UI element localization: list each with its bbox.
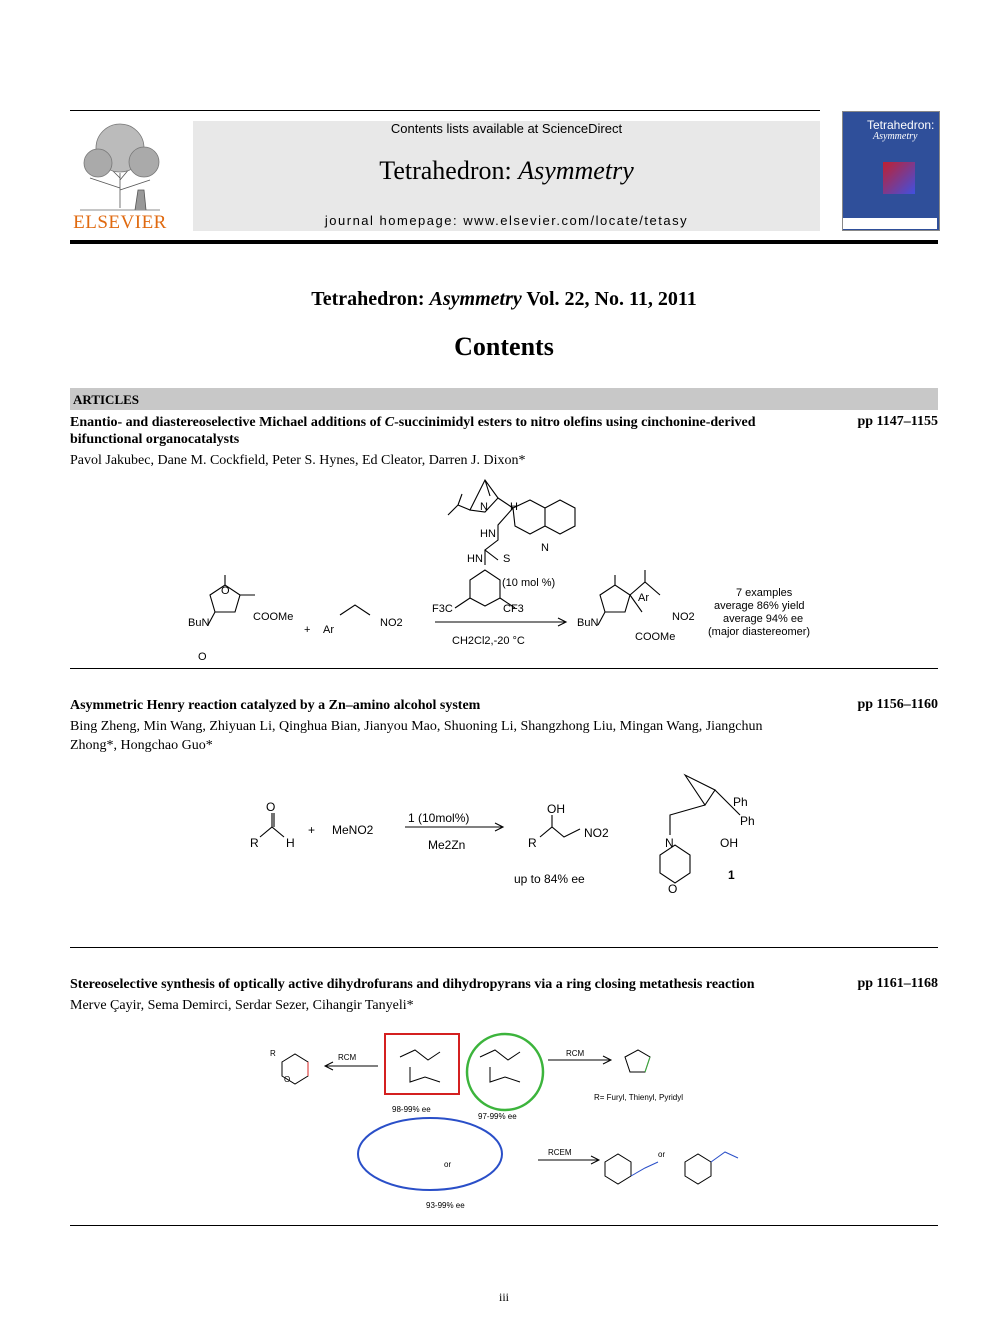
page-number: iii [498, 1290, 509, 1304]
scheme2-ph2: Ph [740, 814, 755, 828]
issue-journal-plain: Tetrahedron: [311, 288, 430, 310]
article-1-divider [70, 668, 938, 669]
scheme2-prod-r: R [528, 836, 537, 850]
scheme1-hn2-label: HN [467, 553, 483, 565]
article-2-scheme [240, 765, 780, 900]
scheme1-h-label: H [510, 501, 518, 513]
section-bar [70, 388, 938, 410]
article-2-divider [70, 947, 938, 948]
scheme2-cat-oh: OH [720, 836, 738, 850]
scheme1-cf3-left: F3C [432, 603, 453, 615]
article-2-title[interactable]: Asymmetric Henry reaction catalyzed by a Zn–amino alcohol system [70, 698, 481, 713]
scheme3-ee-2: 97-99% ee [478, 1112, 517, 1121]
article-3-divider [70, 1225, 938, 1226]
cover-subtitle: Asymmetry [873, 131, 918, 142]
scheme1-result-4: (major diastereomer) [708, 626, 811, 638]
article-3-pages[interactable]: pp 1161–1168 [857, 976, 938, 991]
scheme3-or-2: or [658, 1150, 666, 1159]
article-1-title[interactable] [70, 414, 790, 448]
scheme2-ph1: Ph [733, 795, 748, 809]
scheme1-conditions: CH2Cl2,-20 °C [452, 635, 525, 647]
scheme3-r-groups: R= Furyl, Thienyl, Pyridyl [594, 1093, 683, 1102]
elsevier-logo [70, 118, 170, 233]
article-1-scheme [180, 470, 840, 665]
scheme1-hn-label: HN [480, 528, 496, 540]
journal-cover [842, 111, 940, 231]
scheme3-ee-3: 93-99% ee [426, 1201, 465, 1210]
article-3-title[interactable]: Stereoselective synthesis of optically active dihydrofurans and dihydropyrans via a ring closing metathesis reaction [70, 977, 755, 992]
scheme1-result-2: average 86% yield [714, 600, 805, 612]
scheme1-o-bottom: O [198, 651, 207, 663]
journal-homepage[interactable]: journal homepage: www.elsevier.com/locate/tetasy [324, 213, 689, 228]
scheme3-rcem: RCEM [548, 1148, 572, 1157]
issue-title [70, 288, 938, 311]
scheme1-bun-label: BuN [188, 617, 210, 629]
scheme1-prod-no2: NO2 [672, 611, 695, 623]
scheme3-r1: R [270, 1049, 276, 1058]
green-circle [467, 1034, 543, 1110]
article-1-authors: Pavol Jakubec, Dane M. Cockfield, Peter S. Hynes, Ed Cleator, Darren J. Dixon* [70, 453, 526, 468]
scheme2-label: 1 [728, 868, 735, 882]
contents-available: Contents lists available at ScienceDirect [390, 121, 623, 136]
scheme1-plus: + [304, 624, 311, 636]
scheme2-r: R [250, 836, 259, 850]
cover-title: Tetrahedron: [867, 118, 935, 132]
scheme1-prod-bun: BuN [577, 617, 599, 629]
contents-heading: Contents [454, 332, 554, 361]
scheme2-h: H [286, 836, 295, 850]
scheme3-or-1: or [444, 1160, 452, 1169]
scheme2-meno2: MeNO2 [332, 823, 374, 837]
scheme3-rcm-right: RCM [566, 1049, 585, 1058]
article-3-scheme [260, 1022, 760, 1217]
issue-volume: Vol. 22, No. 11, 2011 [521, 288, 697, 310]
scheme1-n-label: N [480, 501, 488, 513]
scheme1-quin-n-label: N [541, 542, 549, 554]
scheme1-loading: (10 mol %) [502, 577, 556, 589]
article-2-pages[interactable]: pp 1156–1160 [857, 697, 938, 712]
article-1-title-part2: -succinimidyl esters to nitro olefins using cinchonine-derived bifunctional organocatalysts [70, 415, 756, 447]
cover-footer [843, 218, 937, 229]
scheme2-cat-o: O [668, 882, 678, 896]
scheme2-o: O [266, 800, 276, 814]
journal-name-italic: Asymmetry [518, 156, 634, 185]
journal-name [193, 156, 820, 186]
scheme2-prod-no2: NO2 [584, 826, 609, 840]
section-label: ARTICLES [73, 392, 140, 407]
header-top-rule [70, 110, 820, 111]
scheme1-o-top: O [221, 585, 230, 597]
scheme1-result-3: average 94% ee [723, 613, 804, 625]
article-1-pages[interactable]: pp 1147–1155 [857, 414, 938, 429]
scheme2-oh: OH [547, 802, 565, 816]
article-1-title-italic: C [384, 415, 395, 430]
scheme2-catalyst: 1 (10mol%) [408, 811, 470, 825]
header-bottom-rule [70, 240, 938, 244]
scheme1-prod-ar: Ar [638, 592, 649, 604]
scheme3-rcm-left: RCM [338, 1053, 357, 1062]
scheme1-cf3-right: CF3 [503, 603, 524, 615]
scheme2-cat-n: N [665, 836, 674, 850]
scheme1-ar: Ar [323, 624, 334, 636]
red-box [385, 1034, 459, 1094]
article-2-authors: Bing Zheng, Min Wang, Zhiyuan Li, Qinghua Bian, Jianyou Mao, Shuoning Li, Shangzhong Liu, Mingan Wang, Jiangchun Zhong*, Hongchao Guo* [70, 719, 763, 753]
scheme1-no2: NO2 [380, 617, 403, 629]
cover-image [883, 162, 915, 194]
scheme1-s-label: S [503, 553, 511, 565]
scheme2-yield: up to 84% ee [514, 872, 585, 886]
scheme3-o1: O [284, 1075, 291, 1084]
publisher-name: ELSEVIER [73, 212, 167, 233]
scheme2-reagent: Me2Zn [428, 838, 466, 852]
article-3-authors: Merve Çayir, Sema Demirci, Serdar Sezer, Cihangir Tanyeli* [70, 998, 414, 1013]
blue-ellipse [358, 1118, 502, 1190]
journal-name-plain: Tetrahedron: [379, 156, 519, 185]
scheme1-coome: COOMe [253, 611, 294, 623]
scheme2-plus: + [308, 823, 316, 837]
scheme1-prod-coome: COOMe [635, 631, 676, 643]
article-1-title-part1: Enantio- and diastereoselective Michael additions of [70, 415, 385, 430]
issue-journal-italic: Asymmetry [429, 288, 522, 310]
scheme1-result-1: 7 examples [736, 587, 793, 599]
scheme3-ee-1: 98-99% ee [392, 1105, 431, 1114]
